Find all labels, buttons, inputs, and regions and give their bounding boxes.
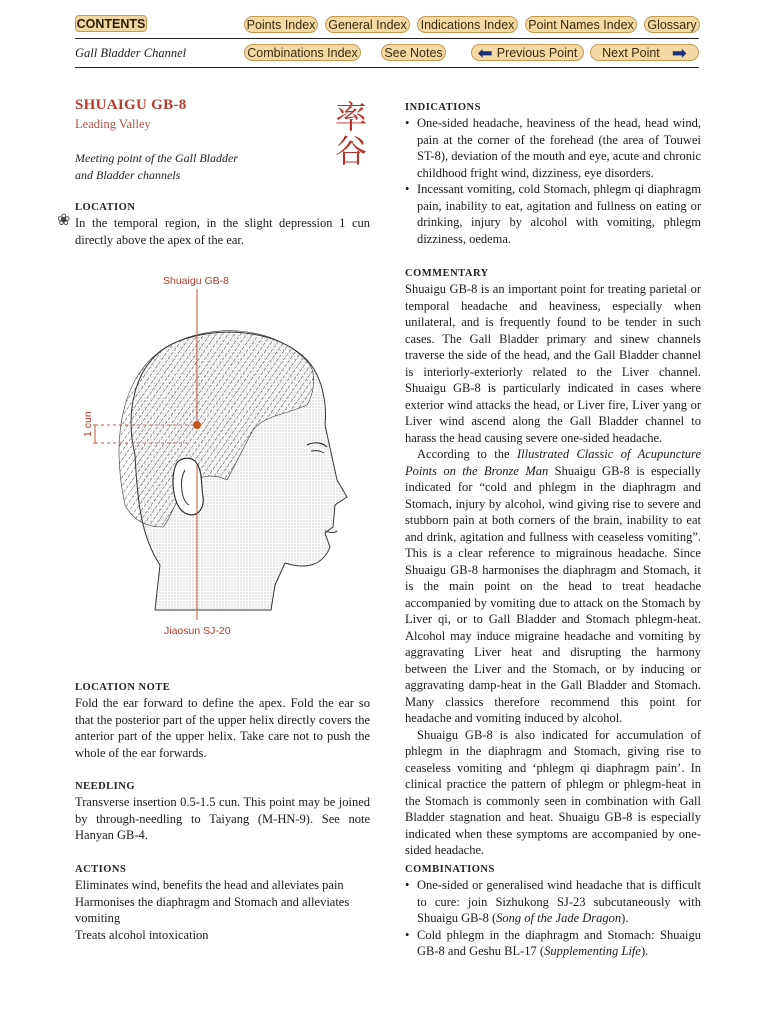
combination-2-text: Cold phlegm in the diaphragm and Stomach: Shuaigu GB-8 and Geshu BL-17 ( [417, 927, 701, 958]
combination-1-source: Song of the Jade Dragon [496, 911, 622, 925]
commentary-text [405, 281, 701, 859]
combination-2-end: ). [640, 944, 649, 958]
shuaigu-label: Shuaigu GB-8 [163, 275, 229, 287]
combinations-heading: COMBINATIONS [405, 864, 495, 875]
glossary-button[interactable]: Glossary [644, 16, 700, 33]
header-divider-bottom [75, 67, 699, 68]
location-note-heading: LOCATION NOTE [75, 682, 171, 693]
commentary-p2-pre: According to the [417, 447, 517, 461]
point-title: SHUAIGU GB-8 [75, 97, 187, 113]
indication-item: • Incessant vomiting, cold Stomach, phlegm qi diaphragm pain, inability to eat, agitation and fullness on eating or drinking, injury by alcohol with vomiting, phlegm dizziness, oedema. [405, 181, 701, 247]
header-divider-top [75, 38, 699, 39]
previous-point-label: Previous Point [496, 45, 578, 60]
meeting-point-note [75, 150, 238, 184]
bronze-man-title: Illustrated Classic of Acupuncture Points on the Bronze Man [405, 447, 701, 478]
action-item: Treats alcohol intoxication [75, 927, 209, 942]
indications-index-button[interactable]: Indications Index [417, 16, 518, 33]
location-heading: LOCATION [75, 202, 136, 213]
actions-heading: ACTIONS [75, 864, 127, 875]
combination-2-source: Supplementing Life [544, 944, 641, 958]
next-point-label: Next Point [602, 45, 660, 60]
location-text: In the temporal region, in the slight depression 1 cun directly above the apex of the ear. [75, 216, 370, 247]
arrow-left-icon: ⬅ [477, 42, 493, 63]
next-point-button[interactable] [590, 44, 699, 61]
points-index-button[interactable]: Points Index [244, 16, 318, 33]
indications-heading: INDICATIONS [405, 102, 481, 113]
see-notes-button[interactable]: See Notes [381, 44, 446, 61]
commentary-p2-post: Shuaigu GB-8 is especially indicated for “cold and phlegm in the diaphragm and Stomach, injury by alcohol, wind giving rise to severe and stubborn pain at both corners of the brain, inability to eat and drink, agitation and fullness with ceaseless vomiting”. This is a clear reference to migrainous headache. Since Shuaigu GB-8 harmonises the diaphragm and Stomach, it is the main point on the head to treat headache accompanied by vomiting due to attack on the Stomach by Liver qi, or to Gall Bladder and Stomach phlegm-heat. Alcohol may induce migraine headache and vomiting by aggravating Liver heat and disrupting the harmony between the Liver and the Stomach, or by inducing or aggravating damp-heat in the Gall Bladder and Stomach. Many classics therefore recommend this point for headache and vomiting induced by alcohol. [405, 463, 701, 725]
combinations-list [405, 877, 701, 960]
commentary-heading: COMMENTARY [405, 268, 489, 279]
action-item: Eliminates wind, benefits the head and alleviates pain [75, 878, 344, 892]
location-note-text: Fold the ear forward to define the apex. Fold the ear so that the posterior part of the upper helix directly covers the anterior part of the upper helix. Take care not to push the whole of the ear forwards. [75, 696, 370, 760]
indications-list [405, 115, 701, 247]
commentary-paragraph-2 [405, 446, 701, 727]
head-illustration [75, 265, 375, 645]
point-names-index-button[interactable]: Point Names Index [525, 16, 637, 33]
combination-1-text: One-sided or generalised wind headache that is difficult to cure: join Sizhukong SJ-23 subcutaneously with Shuaigu GB-8 ( [417, 878, 701, 925]
shuaigu-point-marker [193, 421, 201, 429]
combination-item [405, 927, 701, 960]
commentary-paragraph-3: Shuaigu GB-8 is also indicated for accumulation of phlegm in the diaphragm and Stomach, giving rise to ceaseless vomiting and ‘phlegm qi diaphragm pain’. In clinical practice the pattern of phlegm or phlegm-heat in the Stomach is commonly seen in combination with Gall Bladder stagnation and heat. Shuaigu GB-8 is especially indicated when these symptoms are accompanied by one-sided headache. [405, 727, 701, 857]
action-item: Harmonises the diaphragm and Stomach and alleviates vomiting [75, 894, 350, 925]
combination-item [405, 877, 701, 927]
needling-text: Transverse insertion 0.5-1.5 cun. This point may be joined by through-needling to Taiyang (M-HN-9). See note Hanyan GB-4. [75, 795, 370, 842]
contents-button[interactable]: CONTENTS [76, 16, 146, 31]
general-index-button[interactable]: General Index [325, 16, 410, 33]
arrow-right-icon: ➡ [671, 42, 687, 63]
actions-list [75, 877, 370, 943]
needling-heading: NEEDLING [75, 781, 136, 792]
cun-label: 1 cun [82, 411, 94, 437]
chinese-characters: 率谷 [334, 99, 367, 169]
channel-label: Gall Bladder Channel [75, 46, 187, 60]
jiaosun-label: Jiaosun SJ-20 [164, 625, 231, 637]
meeting-line-2: and Bladder channels [75, 168, 181, 182]
ear-icon: ❀ [57, 212, 71, 229]
indication-item: • One-sided headache, heaviness of the head, head wind, pain at the corner of the forehead (the area of Touwei ST-8), deviation of the mouth and eye, acute and chronic childhood fright wind, dizziness, eye disorders. [405, 115, 701, 181]
combinations-index-button[interactable]: Combinations Index [244, 44, 361, 61]
meeting-line-1: Meeting point of the Gall Bladder [75, 151, 238, 165]
point-subtitle: Leading Valley [75, 117, 151, 131]
previous-point-button[interactable] [471, 44, 584, 61]
commentary-paragraph-1: Shuaigu GB-8 is an important point for treating parietal or temporal headache and heaviness, especially when unilateral, and is frequently found to be tender in such cases. The Gall Bladder primary and sinew channels traverse the side of the head, and the Gall Bladder channel is interiorly-exteriorly related to the Liver channel. Shuaigu GB-8 is particularly indicated in cases where exterior wind attacks the head, or Liver fire, Liver yang or Liver wind ascend along the Gall Bladder channel to harass the head causing severe one-sided headache. [405, 282, 701, 445]
combination-1-end: ). [621, 911, 629, 925]
